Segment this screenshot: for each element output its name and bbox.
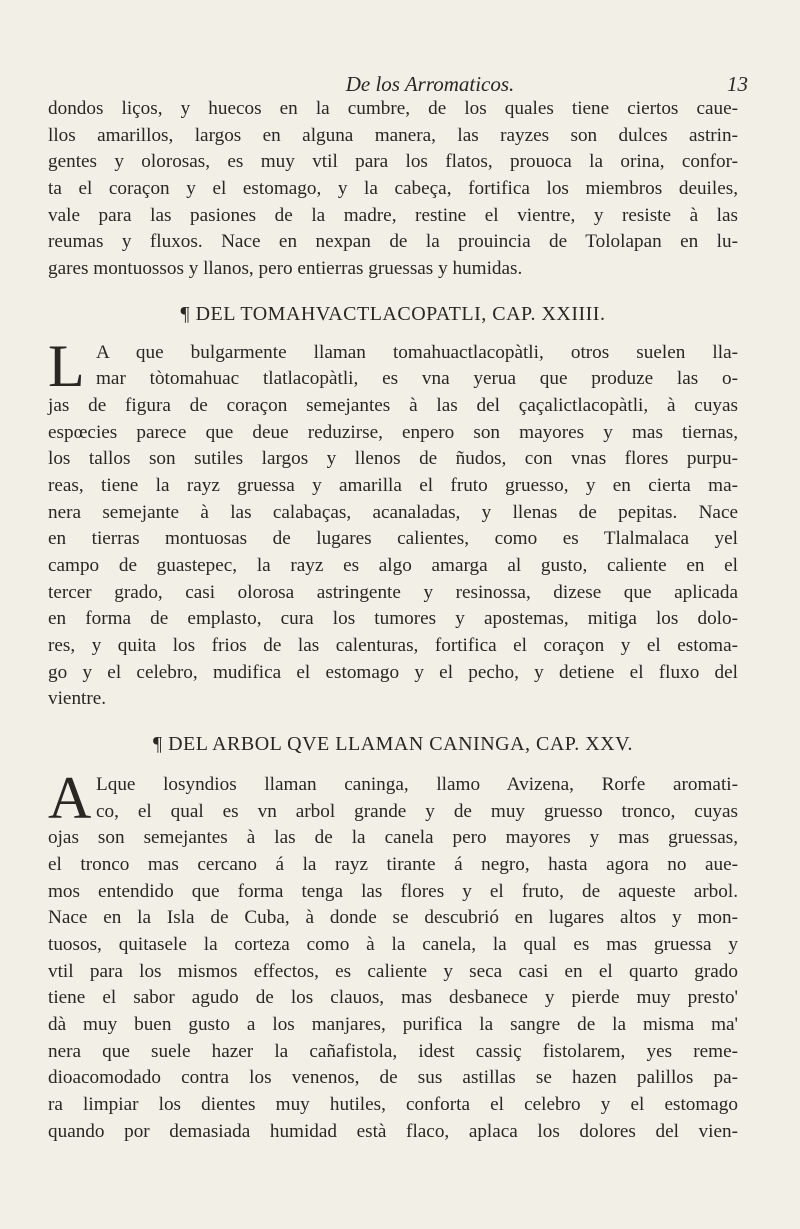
text-line: vale para las pasiones de la madre, restine el vientre, y resiste à las <box>48 204 738 226</box>
text-line: go y el celebro, mudifica el estomago y el pecho, y detiene el fluxo del <box>48 661 738 683</box>
text-line: los tallos son sutiles largos y llenos de ñudos, con vnas flores purpu- <box>48 448 738 470</box>
text-line: ta el coraçon y el estomago, y la cabeça, fortifica los miembros deuiles, <box>48 178 738 200</box>
text-line: dondos liços, y huecos en la cumbre, de los quales tiene ciertos caue- <box>48 98 738 119</box>
text-line: tercer grado, casi olorosa astringente y resinossa, dizese que aplicada <box>48 581 738 603</box>
text-line: Lque losyndios llaman caninga, llamo Avizena, Rorfe aromati- <box>96 773 738 795</box>
paragraph-caninga <box>48 764 738 1146</box>
text-line: en tierras montuosas de lugares calientes, como es Tlalmalaca yel <box>48 528 738 550</box>
drop-cap: L <box>48 332 85 399</box>
drop-cap: A <box>48 764 92 831</box>
text-line: mar tòtomahuac tlatlacopàtli, es vna yerua que produze las o- <box>96 368 738 390</box>
text-line: tiene el sabor agudo de los clauos, mas desbanece y pierde muy presto' <box>48 987 738 1009</box>
text-line: en forma de emplasto, cura los tumores y apostemas, mitiga los dolo- <box>48 608 738 630</box>
page-number: 13 <box>727 72 748 96</box>
text-line: ojas son semejantes à las de la canela pero mayores y mas gruessas, <box>48 827 738 849</box>
page-body <box>48 96 738 1145</box>
text-line: quando por demasiada humidad està flaco, aplaca los dolores del vien- <box>48 1120 738 1142</box>
text-line: tuosos, quitasele la corteza como à la canela, la qual es mas gruessa y <box>48 933 738 955</box>
text-line: reas, tiene la rayz gruessa y amarilla el fruto gruesso, y en cierta ma- <box>48 474 738 496</box>
text-line: el tronco mas cercano á la rayz tirante á negro, hasta agora no aue- <box>48 853 738 875</box>
text-line: vientre. <box>48 688 107 710</box>
text-line: gares montuossos y llanos, pero entierras gruessas y humidas. <box>48 258 523 280</box>
text-line: mos entendido que forma tenga las flores y el fruto, de aqueste arbol. <box>48 880 738 902</box>
text-line: reumas y fluxos. Nace en nexpan de la prouincia de Tololapan en lu- <box>48 231 738 253</box>
text-line: dà muy buen gusto a los manjares, purifica la sangre de la misma ma' <box>48 1014 738 1035</box>
text-line: ra limpiar los dientes muy hutiles, conforta el celebro y el estomago <box>48 1094 738 1116</box>
chapter-heading-xxv: ¶ DEL ARBOL QVE LLAMAN CANINGA, CAP. XXV. <box>153 733 633 756</box>
paragraph-tomahuactlacopatli <box>48 332 738 714</box>
paragraph-continuation <box>48 96 738 283</box>
text-line: A que bulgarmente llaman tomahuactlacopàtli, otros suelen lla- <box>96 341 738 363</box>
text-line: llos amarillos, largos en alguna manera, las rayzes son dulces astrin- <box>48 124 738 146</box>
text-line: co, el qual es vn arbol grande y de muy gruesso tronco, cuyas <box>96 800 738 822</box>
running-title: De los Arromaticos. <box>345 72 515 96</box>
text-line: Nace en la Isla de Cuba, à donde se descubrió en lugares altos y mon- <box>48 907 738 929</box>
text-line: nera que suele hazer la cañafistola, idest cassiç fistolarem, yes reme- <box>48 1040 738 1062</box>
chapter-heading-xxiiii: ¶ DEL TOMAHVACTLACOPATLI, CAP. XXIIII. <box>180 302 606 325</box>
text-line: vtil para los mismos effectos, es caliente y seca casi en el quarto grado <box>48 960 738 982</box>
text-line: nera semejante à las calabaças, acanaladas, y llenas de pepitas. Nace <box>48 501 738 523</box>
text-line: gentes y olorosas, es muy vtil para los flatos, prouoca la orina, confor- <box>48 151 738 173</box>
text-line: jas de figura de coraçon semejantes à las del çaçalictlacopàtli, à cuyas <box>48 394 738 416</box>
text-line: dioacomodado contra los venenos, de sus astillas se hazen palillos pa- <box>48 1067 738 1089</box>
text-line: res, y quita los frios de las calenturas, fortifica el coraçon y el estoma- <box>48 635 738 657</box>
text-line: espœcies parece que deue reduzirse, enpero son mayores y mas tiernas, <box>48 421 738 443</box>
text-line: campo de guastepec, la rayz es algo amarga al gusto, caliente en el <box>48 555 738 576</box>
